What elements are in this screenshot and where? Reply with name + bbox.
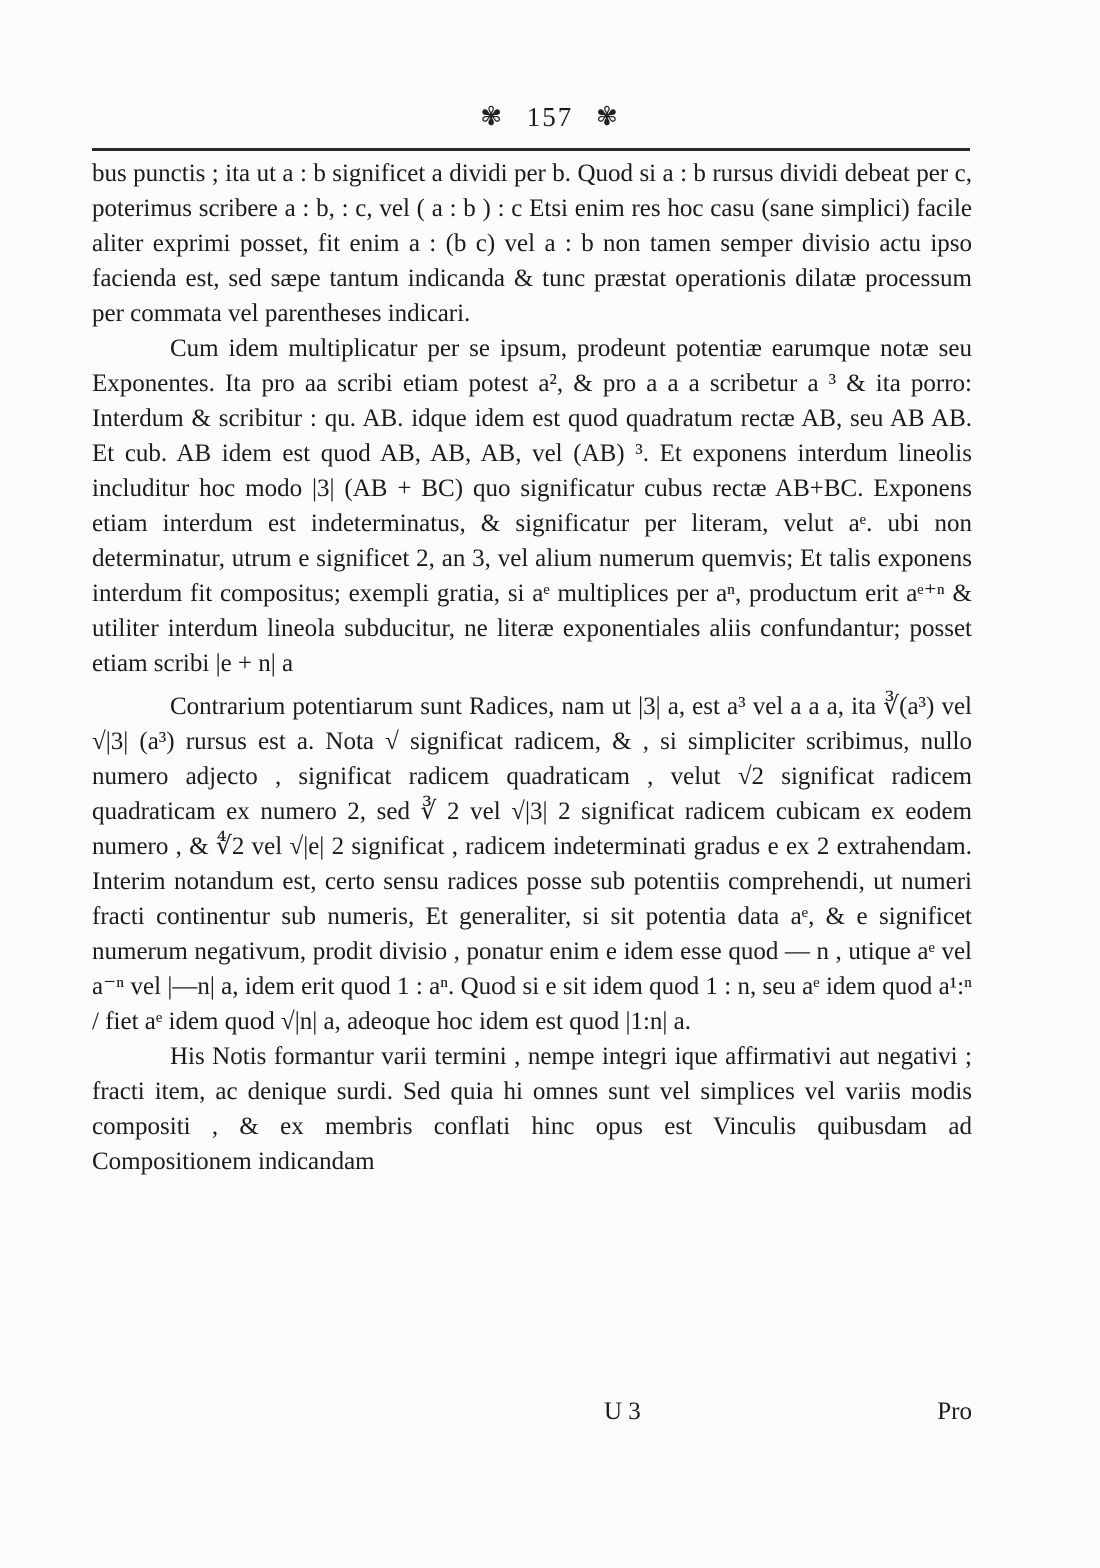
page-header bbox=[0, 102, 1100, 133]
body-text bbox=[92, 156, 972, 1179]
paragraph-potentiae: Cum idem multiplicatur per se ipsum, prodeunt potentiæ earumque notæ seu Exponentes. Ita pro aa scribi etiam potest a², & pro a a a scribetur a ³ & ita porro: Interdum & scribitur : qu. AB. idque idem est quod quadratum rectæ AB, seu AB AB. Et cub. AB idem est quod AB, AB, AB, vel (AB) ³. Et exponens interdum lineolis includitur hoc modo |3| (AB + BC) quo significatur cubus rectæ AB+BC. Exponens etiam interdum est indeterminatus, & significatur per literam, velut aᵉ. ubi non determinatur, utrum e significet 2, an 3, vel alium numerum quemvis; Et talis exponens interdum fit compositus; exempli gratia, si aᵉ multiplices per aⁿ, productum erit aᵉ⁺ⁿ & utiliter interdum lineola subducitur, ne literæ exponentiales aliis confundantur; posset etiam scribi |e + n| a bbox=[92, 335, 972, 677]
page-footer bbox=[92, 1398, 972, 1433]
paragraph-vincula: His Notis formantur varii termini , nempe integri ique affirmativi aut negativi ; fracti item, ac denique surdi. Sed quia hi omnes sunt vel simplices vel variis modis compositi , & ex membris conflati hinc opus est Vinculis quibusdam ad Compositionem indicandam bbox=[92, 1043, 972, 1175]
paragraph-division: bus punctis ; ita ut a : b significet a dividi per b. Quod si a : b rursus dividi debeat per c, poterimus scribere a : b, : c, vel ( a : b ) : c Etsi enim res hoc casu (sane simplici) facile aliter exprimi posset, fit enim a : (b c) vel a : b non tamen semper divisio actu ipso facienda est, sed sæpe tantum indicanda & tunc præstat operationis dilatæ processum per commata vel parentheses indicari. bbox=[92, 160, 972, 327]
signature-mark: U 3 bbox=[604, 1398, 641, 1425]
ornament-right-icon: ✾ bbox=[596, 102, 620, 131]
ornament-left-icon: ✾ bbox=[480, 102, 504, 131]
paragraph-radices: Contrarium potentiarum sunt Radices, nam ut |3| a, est a³ vel a a a, ita ∛(a³) vel √|3| (a³) rursus est a. Nota √ significat radicem, & , si simpliciter scribimus, nullo numero adjecto , significat radicem quadraticam , velut √2 significat radicem quadraticam ex numero 2, sed ∛ 2 vel √|3| 2 significat radicem cubicam ex eodem numero , & ∜2 vel √|e| 2 significat , radicem indeterminati gradus e ex 2 extrahendam. Interim notandum est, certo sensu radices posse sub potentiis comprehendi, ut numeri fracti continentur sub numeris, Et generaliter, si sit potentia data aᵉ, & e significet numerum negativum, prodit divisio , ponatur enim e idem esse quod — n , utique aᵉ vel a⁻ⁿ vel |—n| a, idem erit quod 1 : aⁿ. Quod si e sit idem quod 1 : n, seu aᵉ idem quod a¹:ⁿ / fiet aᵉ idem quod √|n| a, adeoque hoc idem est quod |1:n| a. bbox=[92, 693, 972, 1035]
header-rule bbox=[92, 148, 970, 151]
catchword: Pro bbox=[937, 1398, 972, 1425]
page-number: 157 bbox=[526, 102, 574, 132]
